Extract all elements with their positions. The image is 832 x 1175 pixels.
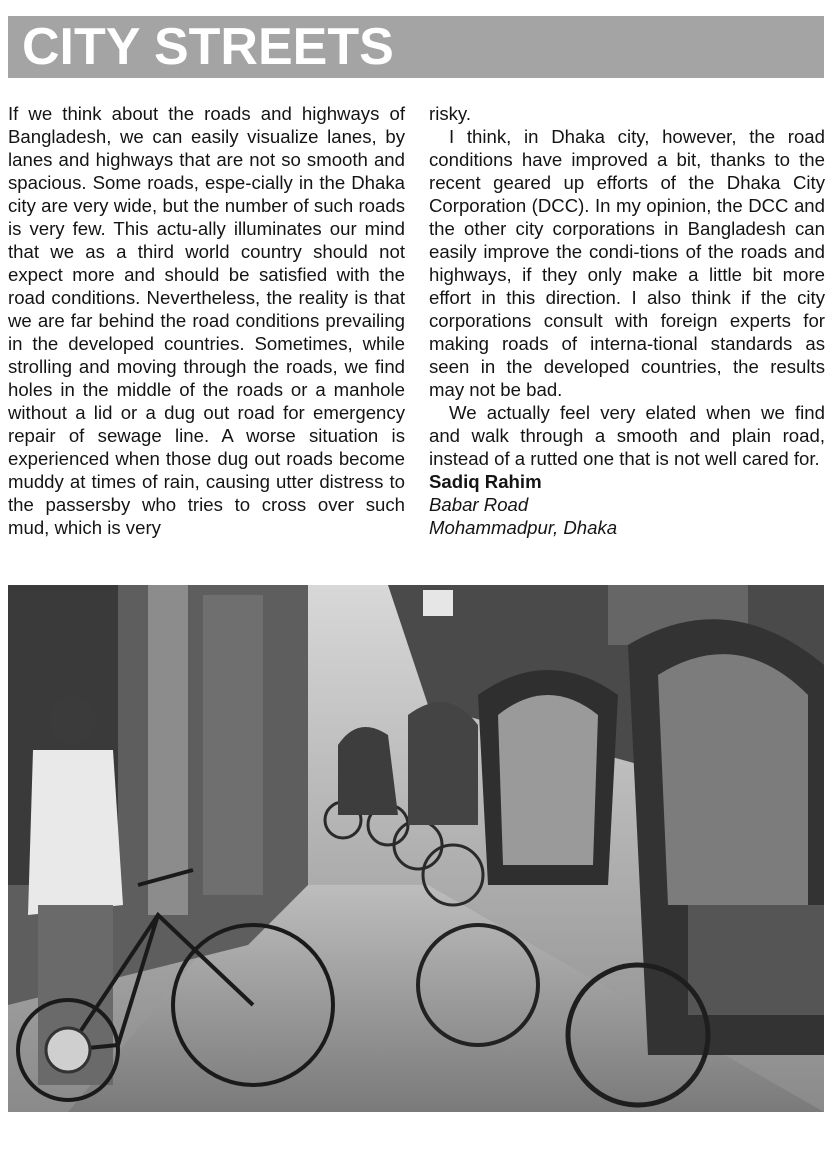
page-title: CITY STREETS: [22, 18, 394, 76]
paragraph-3: We actually feel very elated when we find and walk through a smooth and plain road, instead of a rutted one that is not well cared for.: [429, 402, 825, 469]
title-banner: [8, 16, 824, 78]
author-name: Sadiq Rahim: [429, 471, 542, 492]
left-column: [8, 102, 405, 539]
rickshaw-street-photo: [8, 585, 824, 1112]
paragraph-1-end: risky.: [429, 103, 471, 124]
right-column: [429, 102, 825, 539]
paragraph-2: I think, in Dhaka city, however, the road conditions have improved a bit, thanks to the recent geared up efforts of the Dhaka City Corporation (DCC). In my opinion, the DCC and the other city corporations in Bangladesh can easily improve the condi-tions of the roads and highways, if they only make a little bit more effort in this direction. I also think if the city corporations consult with foreign experts for making roads of interna-tional standards as seen in the developed countries, the results may not be bad.: [429, 126, 825, 400]
author-address-line-2: Mohammadpur, Dhaka: [429, 517, 618, 538]
author-address-line-1: Babar Road: [429, 494, 529, 515]
paragraph-1: If we think about the roads and highways of Bangladesh, we can easily visualize lanes, by lanes and highways that are not so smooth and spacious. Some roads, espe-cially in the Dhaka city are very wide, but the number of such roads is very few. This actu-ally illuminates our mind that we as a third world country should not expect more and should be satisfied with the road conditions. Nevertheless, the reality is that we are far behind the road conditions prevailing in the developed countries. Sometimes, while strolling and moving through the roads, we find holes in the middle of the roads or a manhole without a lid or a dug out road for emergency repair of sewage line. A worse situation is experienced when those dug out roads become muddy at times of rain, causing utter distress to the passersby who tries to cross over such mud, which is very: [8, 103, 405, 538]
photo-illustration: [8, 585, 824, 1112]
